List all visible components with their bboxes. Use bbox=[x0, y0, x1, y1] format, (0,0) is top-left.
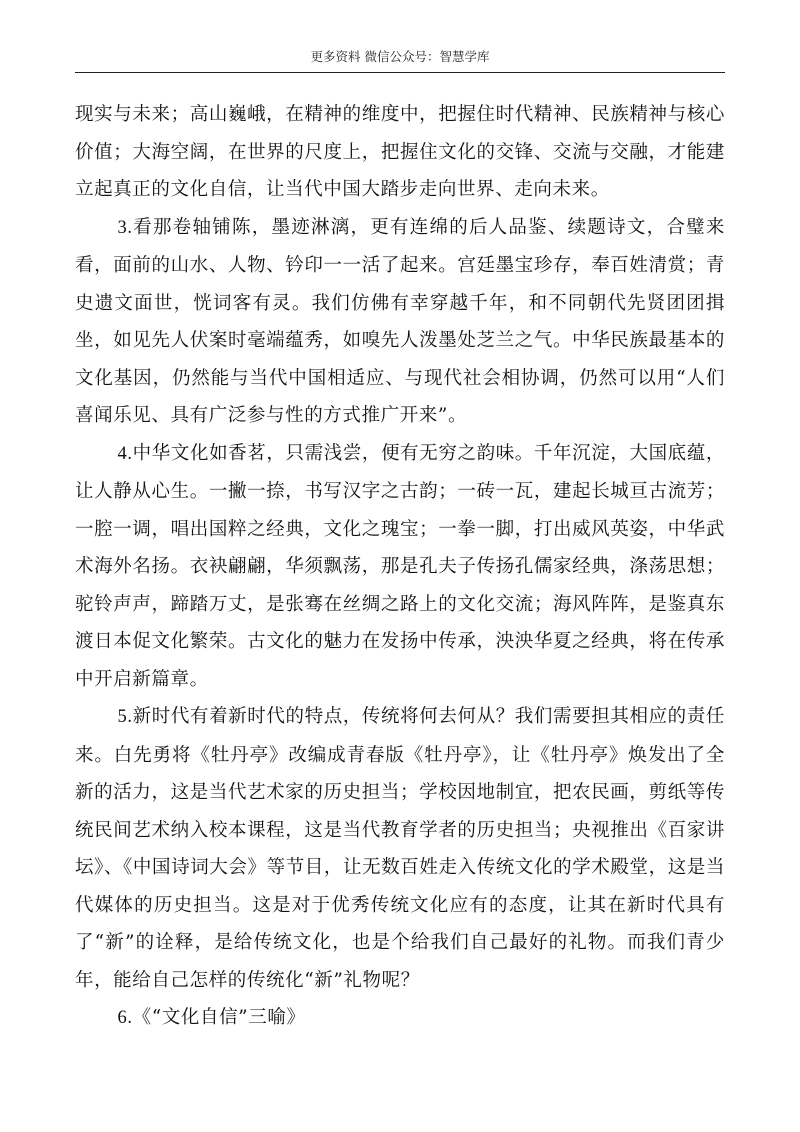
paragraph-4 bbox=[75, 435, 725, 699]
paragraph-text: 《“文化自信”三喻》 bbox=[132, 1007, 306, 1028]
paragraph-number: 4. bbox=[117, 443, 133, 464]
paragraph-6 bbox=[75, 999, 725, 1038]
paragraph-number: 5. bbox=[117, 707, 133, 727]
header-text: 更多资料 微信公众号：智慧学库 bbox=[310, 49, 490, 64]
document-body bbox=[75, 96, 725, 1038]
paragraph-text: 现实与未来；高山巍峨，在精神的维度中，把握住时代精神、民族精神与核心价值；大海空阔，在世界的尺度上，把握住文化的交锋、交流与交融，才能建立起真正的文化自信，让当代中国大踏步走向世界、走向未来。 bbox=[75, 104, 725, 200]
page-header bbox=[75, 44, 725, 73]
paragraph-5 bbox=[75, 698, 725, 999]
paragraph-continued bbox=[75, 96, 725, 209]
paragraph-text: 新时代有着新时代的特点，传统将何去何从？我们需要担其相应的责任来。白先勇将《牡丹亭》改编成青春版《牡丹亭》，让《牡丹亭》焕发出了全新的活力，这是当代艺术家的历史担当；学校因地制宜，把农民画，剪纸等传统民间艺术纳入校本课程，这是当代教育学者的历史担当；央视推出《百家讲坛》、《中国诗词大会》等节目，让无数百姓走入传统文化的学术殿堂，这是当代媒体的历史担当。这是对于优秀传统文化应有的态度，让其在新时代具有了“新”的诠释，是给传统文化，也是个给我们自己最好的礼物。而我们青少年，能给自己怎样的传统化“新”礼物呢？ bbox=[75, 706, 726, 991]
paragraph-text: 看那卷轴铺陈，墨迹淋漓，更有连绵的后人品鉴、续题诗文，合璧来看，面前的山水、人物、钤印一一活了起来。宫廷墨宝珍存，奉百姓清赏；青史遗文面世，恍词客有灵。我们仿佛有幸穿越千年，和不同朝代先贤团团揖坐，如见先人伏案时毫端蕴秀，如嗅先人泼墨处芝兰之气。中华民族最基本的文化基因，仍然能与当代中国相适应、与现代社会相协调，仍然可以用“人们喜闻乐见、具有广泛参与性的方式推广开来”。 bbox=[75, 216, 725, 426]
paragraph-number: 3. bbox=[117, 217, 133, 238]
paragraph-3 bbox=[75, 209, 725, 435]
paragraph-number: 6. bbox=[117, 1008, 133, 1028]
paragraph-text: 中华文化如香茗，只需浅尝，便有无穷之韵味。千年沉淀，大国底蕴，让人静从心生。一撇一捺，书写汉字之古韵；一砖一瓦，建起长城亘古流芳；一腔一调，唱出国粹之经典，文化之瑰宝；一拳一脚，打出威风英姿，中华武术海外名扬。衣袂翩翩，华须飘荡，那是孔夫子传扬孔儒家经典，涤荡思想；驼铃声声，蹄踏万丈，是张骞在丝绸之路上的文化交流；海风阵阵，是鉴真东渡日本促文化繁荣。古文化的魅力在发扬中传承，泱泱华夏之经典，将在传承中开启新篇章。 bbox=[75, 442, 725, 690]
